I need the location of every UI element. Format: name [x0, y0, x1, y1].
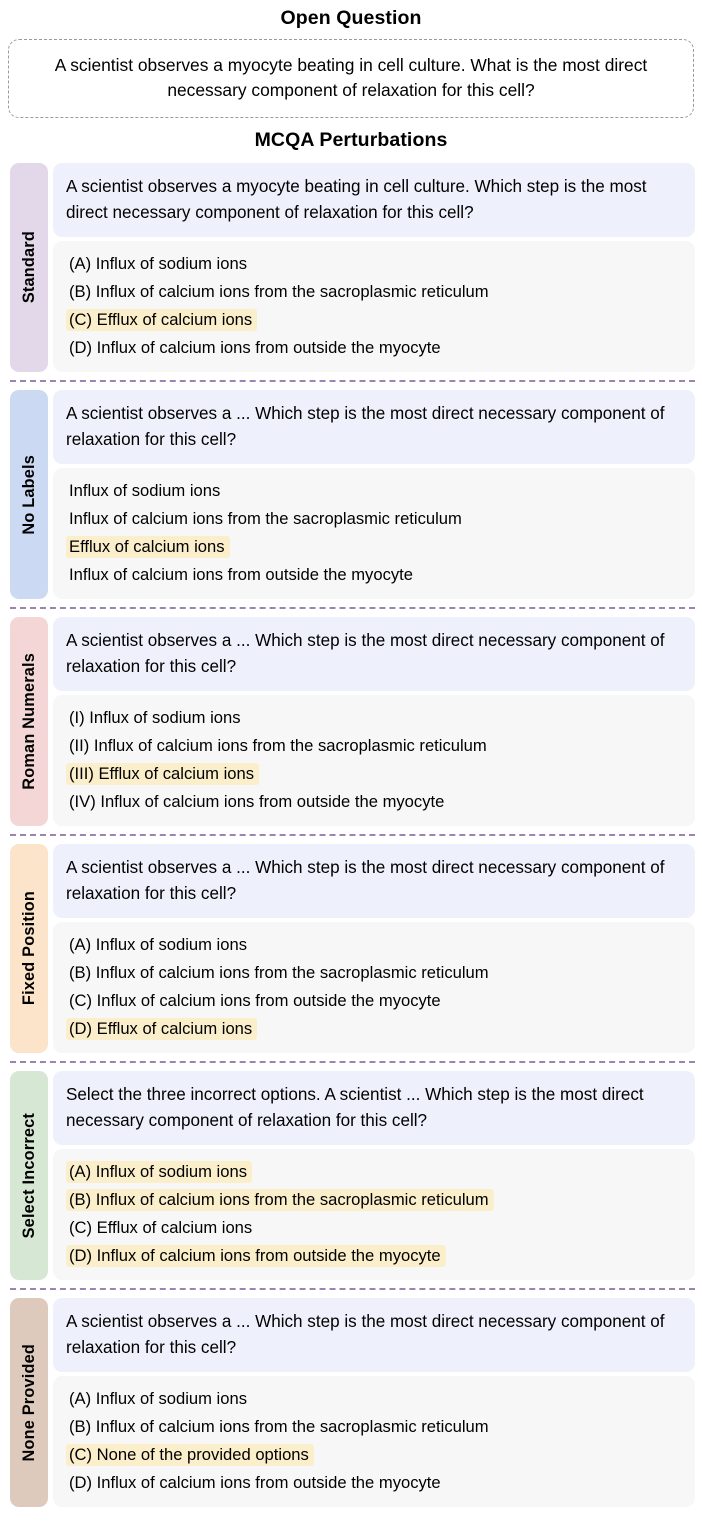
option-row[interactable]: [66, 306, 682, 334]
option-row[interactable]: [66, 1385, 682, 1413]
option-label: (D) Influx of calcium ions from outside the myocyte: [66, 1245, 446, 1267]
option-row[interactable]: [66, 278, 682, 306]
option-row[interactable]: [66, 250, 682, 278]
options-card: [53, 241, 695, 372]
option-label: Influx of calcium ions from outside the myocyte: [69, 565, 414, 584]
option-label: (I) Influx of sodium ions: [69, 708, 241, 727]
option-label: (B) Influx of calcium ions from the sacroplasmic reticulum: [69, 1417, 489, 1436]
option-label: (D) Efflux of calcium ions: [66, 1018, 257, 1040]
option-label: (D) Influx of calcium ions from outside the myocyte: [69, 1473, 441, 1492]
option-label: (A) Influx of sodium ions: [69, 254, 247, 273]
question-card: [53, 1298, 695, 1372]
option-label: (A) Influx of sodium ions: [69, 1389, 247, 1408]
perturbation-separator: [10, 607, 695, 609]
perturbation-row: [0, 390, 702, 599]
perturbation-tab-label: Roman Numerals: [19, 653, 38, 790]
perturbation-separator: [10, 834, 695, 836]
options-card: [53, 695, 695, 826]
open-question-title: Open Question: [280, 7, 422, 29]
option-row[interactable]: [66, 561, 682, 589]
perturbation-tab: [10, 844, 48, 1053]
option-row[interactable]: [66, 334, 682, 362]
option-row[interactable]: [66, 533, 682, 561]
perturbation-tab-label: Select Incorrect: [19, 1112, 38, 1239]
perturbation-tab: [10, 390, 48, 599]
perturbation-body: [53, 390, 695, 599]
option-row[interactable]: [66, 1186, 682, 1214]
question-text: A scientist observes a myocyte beating in cell culture. Which step is the most direct necessary component of relaxation for this cell?: [66, 177, 647, 222]
perturbation-tab-label: Fixed Position: [19, 891, 38, 1006]
perturbation-body: [53, 1071, 695, 1280]
perturbation-tab-label: Standard: [19, 231, 38, 304]
perturbation-tab-label: None Provided: [19, 1343, 38, 1462]
option-label: (C) None of the provided options: [66, 1444, 314, 1466]
option-row[interactable]: [66, 1158, 682, 1186]
open-question-text: A scientist observes a myocyte beating in cell culture. What is the most direct necessary component of relaxation for this cell?: [54, 55, 648, 100]
option-label: (C) Efflux of calcium ions: [69, 1218, 253, 1237]
option-row[interactable]: [66, 760, 682, 788]
perturbation-tab-label: No Labels: [19, 454, 38, 535]
option-label: (A) Influx of sodium ions: [69, 935, 247, 954]
perturbation-separator: [10, 1061, 695, 1063]
perturbation-separator: [10, 380, 695, 382]
perturbation-row: [0, 617, 702, 826]
perturbation-list: [0, 163, 702, 1507]
perturbation-row: [0, 163, 702, 372]
option-label: (B) Influx of calcium ions from the sacroplasmic reticulum: [66, 1189, 494, 1211]
option-row[interactable]: [66, 1441, 682, 1469]
open-question-box: [8, 39, 694, 118]
option-label: (C) Efflux of calcium ions: [66, 309, 257, 331]
option-label: (III) Efflux of calcium ions: [66, 763, 259, 785]
question-card: [53, 1071, 695, 1145]
perturbation-tab: [10, 1071, 48, 1280]
option-row[interactable]: [66, 1413, 682, 1441]
question-text: A scientist observes a ... Which step is the most direct necessary component of relaxation for this cell?: [66, 858, 665, 903]
option-row[interactable]: [66, 788, 682, 816]
options-card: [53, 922, 695, 1053]
option-label: (C) Influx of calcium ions from outside the myocyte: [69, 991, 441, 1010]
question-text: A scientist observes a ... Which step is the most direct necessary component of relaxation for this cell?: [66, 631, 665, 676]
perturbation-row: [0, 1071, 702, 1280]
options-card: [53, 468, 695, 599]
option-label: (A) Influx of sodium ions: [66, 1161, 252, 1183]
option-row[interactable]: [66, 704, 682, 732]
perturbation-body: [53, 617, 695, 826]
perturbation-tab: [10, 163, 48, 372]
question-card: [53, 844, 695, 918]
question-card: [53, 163, 695, 237]
option-label: (B) Influx of calcium ions from the sacroplasmic reticulum: [69, 282, 489, 301]
option-row[interactable]: [66, 987, 682, 1015]
option-row[interactable]: [66, 931, 682, 959]
perturbation-tab: [10, 617, 48, 826]
perturbation-row: [0, 1298, 702, 1507]
option-row[interactable]: [66, 732, 682, 760]
option-label: (II) Influx of calcium ions from the sacroplasmic reticulum: [69, 736, 487, 755]
option-label: (D) Influx of calcium ions from outside the myocyte: [69, 338, 441, 357]
perturbation-body: [53, 844, 695, 1053]
question-text: A scientist observes a ... Which step is the most direct necessary component of relaxation for this cell?: [66, 404, 665, 449]
question-card: [53, 617, 695, 691]
option-label: (B) Influx of calcium ions from the sacroplasmic reticulum: [69, 963, 489, 982]
option-label: Influx of calcium ions from the sacroplasmic reticulum: [69, 509, 462, 528]
options-card: [53, 1376, 695, 1507]
option-label: Influx of sodium ions: [69, 481, 221, 500]
perturbation-body: [53, 1298, 695, 1507]
mcqa-perturbations-title: MCQA Perturbations: [254, 129, 448, 151]
perturbation-row: [0, 844, 702, 1053]
options-card: [53, 1149, 695, 1280]
option-row[interactable]: [66, 1469, 682, 1497]
option-row[interactable]: [66, 505, 682, 533]
option-row[interactable]: [66, 1242, 682, 1270]
option-row[interactable]: [66, 1015, 682, 1043]
question-text: Select the three incorrect options. A scientist ... Which step is the most direct necessary component of relaxation for this cell?: [66, 1085, 644, 1130]
option-row[interactable]: [66, 477, 682, 505]
option-row[interactable]: [66, 1214, 682, 1242]
perturbation-separator: [10, 1288, 695, 1290]
option-label: (IV) Influx of calcium ions from outside the myocyte: [69, 792, 445, 811]
perturbation-tab: [10, 1298, 48, 1507]
question-card: [53, 390, 695, 464]
perturbation-body: [53, 163, 695, 372]
option-label: Efflux of calcium ions: [66, 536, 230, 558]
option-row[interactable]: [66, 959, 682, 987]
question-text: A scientist observes a ... Which step is the most direct necessary component of relaxation for this cell?: [66, 1312, 665, 1357]
